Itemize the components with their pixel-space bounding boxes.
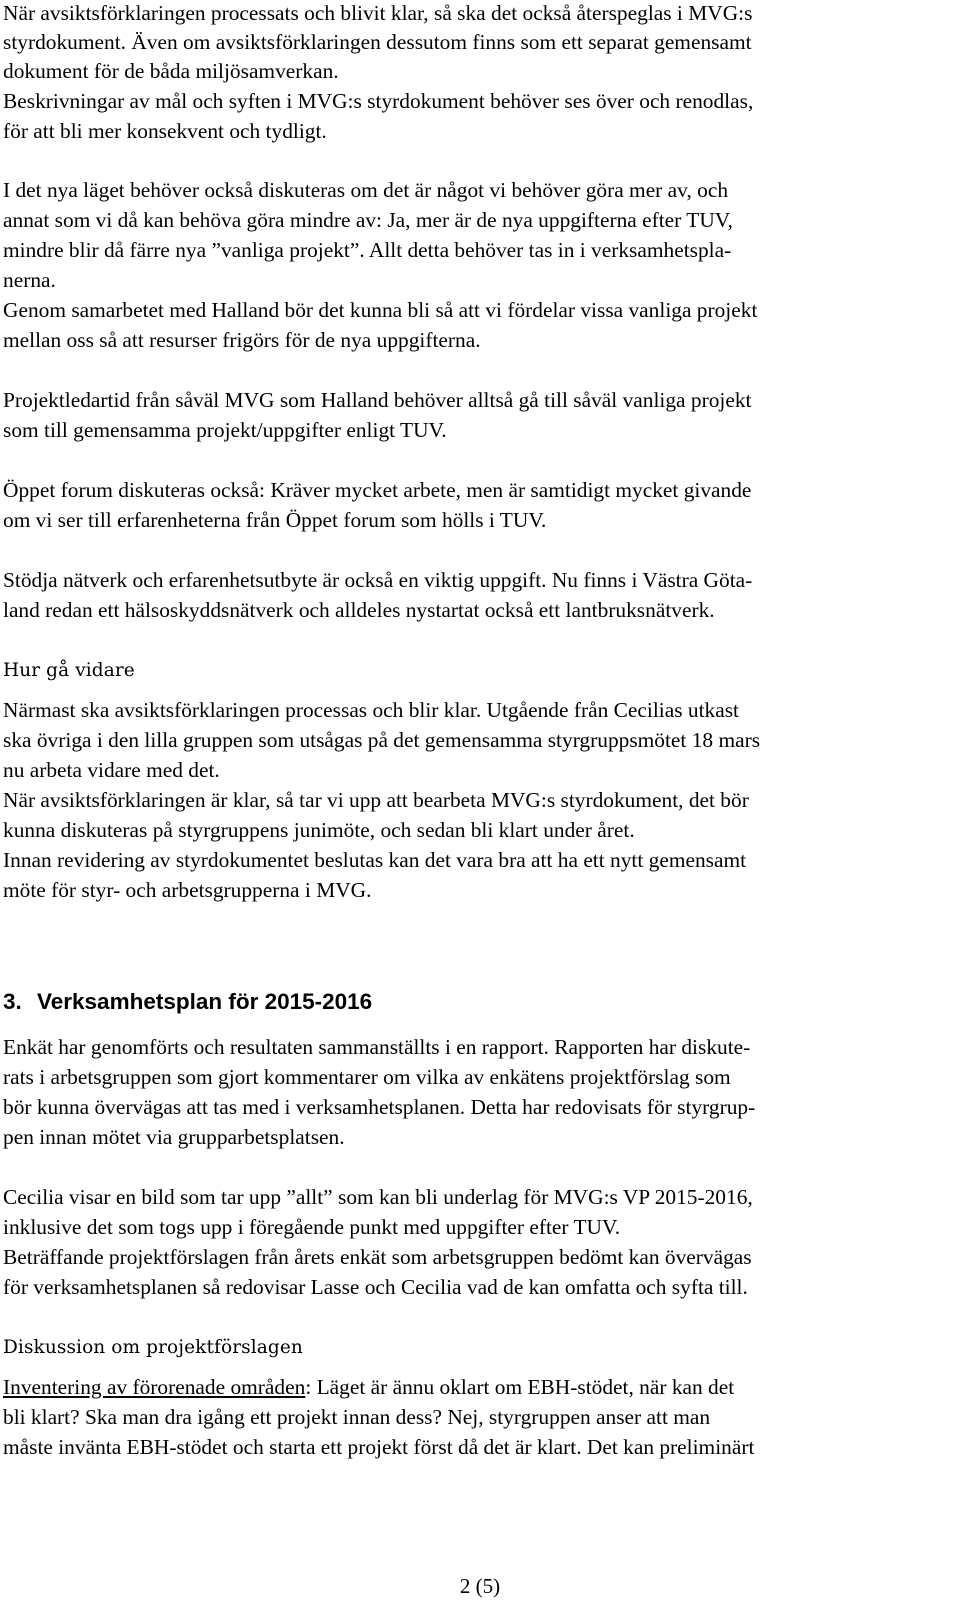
subheading: Hur gå vidare: [3, 660, 135, 681]
text-line: kunna diskuteras på styrgruppens junimöte, och sedan bli klart under året.: [3, 818, 635, 842]
text-line: rats i arbetsgruppen som gjort kommentarer om vilka av enkätens projektförslag som: [3, 1065, 731, 1089]
text-line: måste invänta EBH-stödet och starta ett projekt först då det är klart. Det kan preliminärt: [3, 1435, 755, 1459]
text-line: mellan oss så att resurser frigörs för de nya uppgifterna.: [3, 328, 481, 352]
text-line: för att bli mer konsekvent och tydligt.: [3, 119, 327, 143]
section-number: 3.: [3, 989, 22, 1014]
text-line: När avsiktsförklaringen är klar, så tar vi upp att bearbeta MVG:s styrdokument, det bör: [3, 788, 749, 812]
text-line: bör kunna övervägas att tas med i verksamhetsplanen. Detta har redovisats för styrgrup-: [3, 1095, 756, 1119]
text-line: Enkät har genomförts och resultaten sammanställts i en rapport. Rapporten har diskute-: [3, 1035, 751, 1059]
text-line: styrdokument. Även om avsiktsförklaringen dessutom finns som ett separat gemensamt: [3, 30, 752, 54]
text-line: Genom samarbetet med Halland bör det kunna bli så att vi fördelar vissa vanliga projekt: [3, 298, 758, 322]
text-line: [3, 1372, 734, 1402]
text-line: mindre blir då färre nya ”vanliga projekt”. Allt detta behöver tas in i verksamhetspla-: [3, 238, 732, 262]
text-run: : Läget är ännu oklart om EBH-stödet, när kan det: [305, 1375, 735, 1399]
text-line: bli klart? Ska man dra igång ett projekt innan dess? Nej, styrgruppen anser att man: [3, 1405, 711, 1429]
text-line: Projektledartid från såväl MVG som Halland behöver alltså gå till såväl vanliga projekt: [3, 388, 752, 412]
subheading: Diskussion om projektförslagen: [3, 1337, 303, 1358]
text-line: Öppet forum diskuteras också: Kräver mycket arbete, men är samtidigt mycket givande: [3, 478, 752, 502]
text-line: Beträffande projektförslagen från årets enkät som arbetsgruppen bedömt kan övervägas: [3, 1245, 752, 1269]
section-title: Verksamhetsplan för 2015-2016: [37, 989, 373, 1014]
text-line: dokument för de båda miljösamverkan.: [3, 59, 339, 83]
text-line: för verksamhetsplanen så redovisar Lasse och Cecilia vad de kan omfatta och syfta till.: [3, 1275, 748, 1299]
text-line: inklusive det som togs upp i föregående punkt med uppgifter efter TUV.: [3, 1215, 621, 1239]
text-line: som till gemensamma projekt/uppgifter enligt TUV.: [3, 418, 447, 442]
text-line: Beskrivningar av mål och syften i MVG:s styrdokument behöver ses över och renodlas,: [3, 89, 754, 113]
text-line: möte för styr- och arbetsgrupperna i MVG.: [3, 878, 372, 902]
text-line: pen innan mötet via grupparbetsplatsen.: [3, 1125, 345, 1149]
section-heading: [3, 987, 372, 1017]
text-line: Cecilia visar en bild som tar upp ”allt” som kan bli underlag för MVG:s VP 2015-2016,: [3, 1185, 753, 1209]
text-line: nu arbeta vidare med det.: [3, 758, 220, 782]
page-number: 2 (5): [459, 1574, 501, 1598]
text-line: nerna.: [3, 268, 56, 292]
text-line: Stödja nätverk och erfarenhetsutbyte är också en viktig uppgift. Nu finns i Västra Göta-: [3, 568, 753, 592]
underlined-topic: Inventering av förorenade områden: [3, 1375, 306, 1399]
text-line: Närmast ska avsiktsförklaringen processas och blir klar. Utgående från Cecilias utkast: [3, 698, 739, 722]
text-line: I det nya läget behöver också diskuteras om det är något vi behöver göra mer av, och: [3, 178, 729, 202]
text-line: annat som vi då kan behöva göra mindre av: Ja, mer är de nya uppgifterna efter TUV,: [3, 208, 733, 232]
text-line: När avsiktsförklaringen processats och blivit klar, så ska det också återspeglas i MVG:s: [3, 1, 753, 25]
text-line: land redan ett hälsoskyddsnätverk och alldeles nystartat också ett lantbruksnätverk.: [3, 598, 715, 622]
text-line: Innan revidering av styrdokumentet beslutas kan det vara bra att ha ett nytt gemensamt: [3, 848, 747, 872]
text-line: om vi ser till erfarenheterna från Öppet forum som hölls i TUV.: [3, 508, 547, 532]
text-line: ska övriga i den lilla gruppen som utsågas på det gemensamma styrgruppsmötet 18 mars: [3, 728, 761, 752]
